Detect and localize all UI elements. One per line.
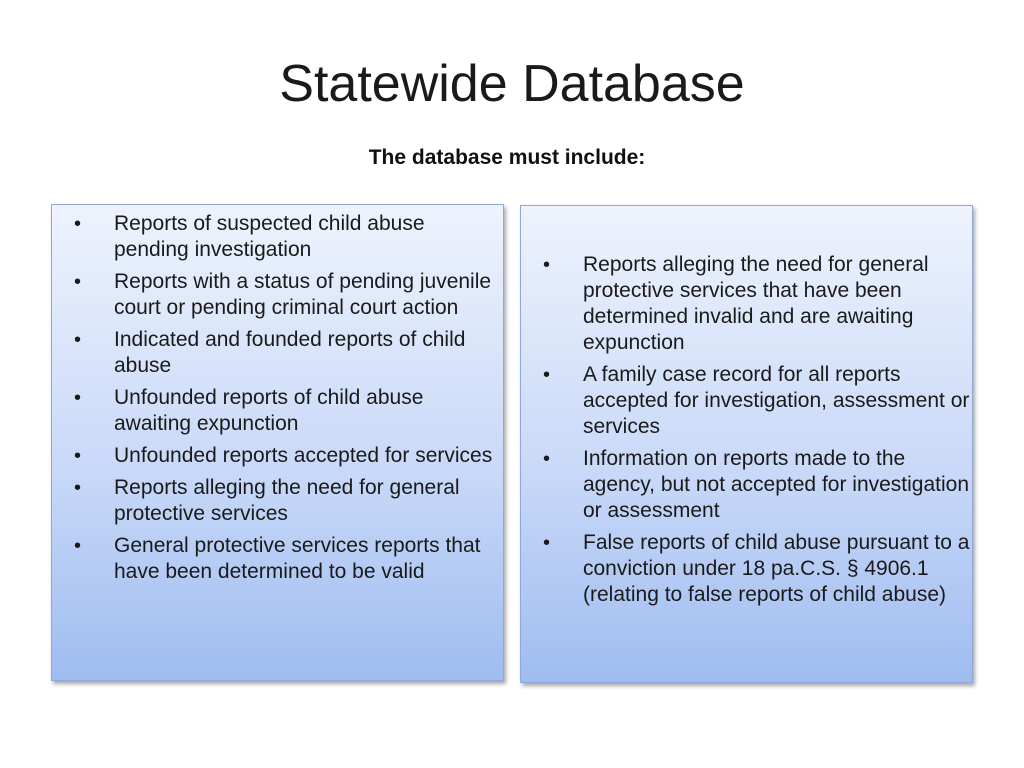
right-content-panel <box>520 205 973 683</box>
bullet-icon: • <box>543 254 551 276</box>
list-item <box>70 385 500 437</box>
list-item <box>539 530 971 608</box>
list-item-text: General protective services reports that have been determined to be valid <box>114 534 481 583</box>
list-item <box>70 269 500 321</box>
list-item-text: Unfounded reports of child abuse awaiting expunction <box>114 386 424 435</box>
list-item <box>70 443 500 469</box>
list-item <box>539 446 971 524</box>
list-item <box>539 252 971 356</box>
bullet-icon: • <box>543 364 551 386</box>
list-item <box>70 211 500 263</box>
bullet-icon: • <box>74 445 82 467</box>
bullet-icon: • <box>74 213 82 235</box>
list-item <box>70 327 500 379</box>
bullet-icon: • <box>543 532 551 554</box>
slide-title: Statewide Database <box>279 55 745 113</box>
bullet-icon: • <box>74 387 82 409</box>
list-item <box>539 362 971 440</box>
list-item-text: Indicated and founded reports of child abuse <box>114 328 466 377</box>
bullet-icon: • <box>74 477 82 499</box>
list-item-text: A family case record for all reports accepted for investigation, assessment or services <box>583 363 970 438</box>
list-item <box>70 533 500 585</box>
bullet-icon: • <box>74 271 82 293</box>
list-item-text: Reports alleging the need for general protective services <box>114 476 460 525</box>
right-bullet-list <box>539 252 971 614</box>
left-content-panel <box>51 204 504 681</box>
list-item-text: Unfounded reports accepted for services <box>114 444 493 467</box>
list-item-text: Reports alleging the need for general protective services that have been determined invalid and are awaiting expunction <box>583 253 929 354</box>
list-item-text: False reports of child abuse pursuant to a conviction under 18 pa.C.S. § 4906.1 (relating to false reports of child abuse) <box>583 531 970 606</box>
bullet-icon: • <box>543 448 551 470</box>
list-item-text: Reports of suspected child abuse pending investigation <box>114 212 425 261</box>
list-item-text: Reports with a status of pending juvenile court or pending criminal court action <box>114 270 492 319</box>
bullet-icon: • <box>74 329 82 351</box>
list-item-text: Information on reports made to the agency, but not accepted for investigation or assessment <box>583 447 970 522</box>
left-bullet-list <box>70 211 500 591</box>
list-item <box>70 475 500 527</box>
slide-subtitle: The database must include: <box>368 146 646 169</box>
bullet-icon: • <box>74 535 82 557</box>
